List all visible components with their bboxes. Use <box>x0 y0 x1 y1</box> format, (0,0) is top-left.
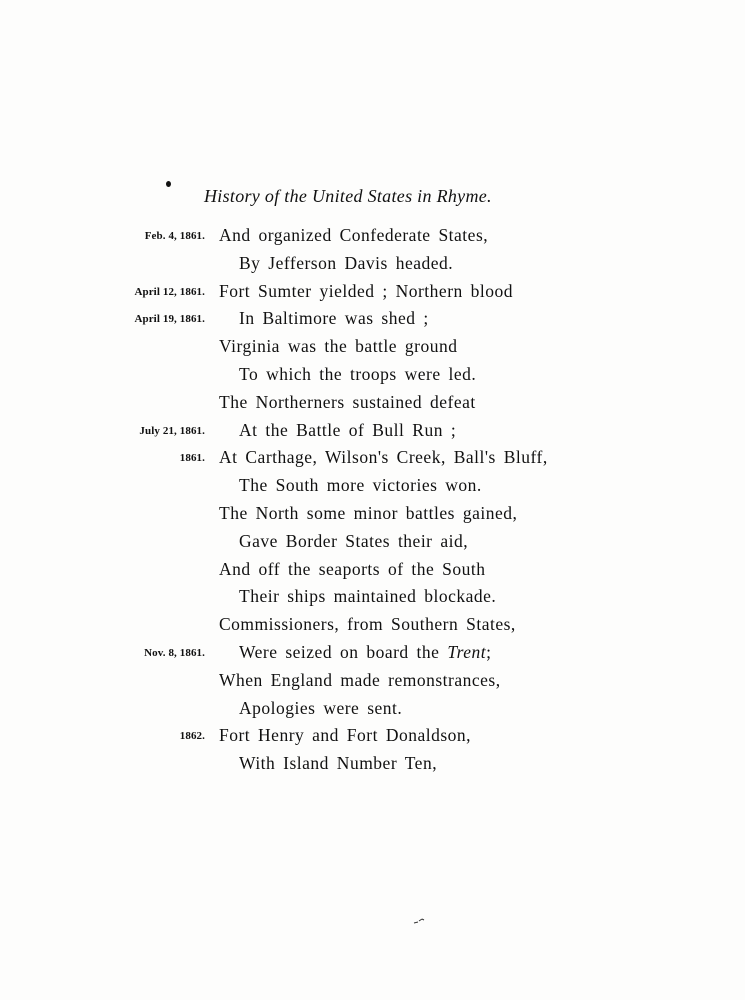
verse-line <box>0 418 745 446</box>
verse-line <box>0 473 745 501</box>
verse-text <box>219 503 517 524</box>
verse-text <box>239 475 482 496</box>
verse-line <box>0 751 745 779</box>
verse-line <box>0 445 745 473</box>
verse-text-main: Fort Henry and Fort Donaldson, <box>219 725 472 746</box>
verse-text-main: With Island Number Ten, <box>239 753 438 774</box>
verse-text-main: Their ships maintained blockade. <box>239 586 497 607</box>
verse-text <box>219 392 476 413</box>
verse-text <box>239 642 492 663</box>
verse-text-main: The Northerners sustained defeat <box>219 391 476 412</box>
verse-text <box>239 420 456 441</box>
verse-block <box>0 223 745 779</box>
ship-name: Trent <box>447 641 487 662</box>
verse-line <box>0 362 745 390</box>
verse-line <box>0 723 745 751</box>
verse-text <box>219 225 488 246</box>
verse-text-main: Fort Sumter yielded ; Northern blood <box>219 280 514 301</box>
margin-date: 1862. <box>179 730 205 743</box>
verse-text-main: Were seized on board the <box>239 641 440 662</box>
verse-text-main: In Baltimore was shed ; <box>239 308 429 329</box>
verse-text <box>239 531 468 552</box>
verse-text <box>219 336 458 357</box>
verse-line <box>0 584 745 612</box>
verse-text <box>239 308 429 329</box>
verse-text <box>219 614 516 635</box>
margin-date: Nov. 8, 1861. <box>144 646 205 659</box>
margin-date: April 12, 1861. <box>134 285 205 298</box>
verse-punctuation: ; <box>486 641 492 662</box>
margin-date: Feb. 4, 1861. <box>144 230 205 242</box>
verse-line <box>0 640 745 668</box>
verse-line <box>0 306 745 334</box>
verse-text <box>239 698 402 719</box>
verse-text-main: And organized Confederate States, <box>219 225 489 245</box>
margin-date: July 21, 1861. <box>139 424 205 437</box>
verse-text <box>239 364 476 385</box>
verse-line <box>0 668 745 696</box>
verse-line <box>0 696 745 724</box>
verse-text-main: Commissioners, from Southern States, <box>219 614 516 635</box>
verse-text <box>219 725 471 746</box>
verse-text-main: At Carthage, Wilson's Creek, Ball's Bluff, <box>219 447 548 468</box>
verse-text <box>239 586 496 607</box>
verse-text <box>219 559 486 580</box>
verse-text <box>239 753 437 774</box>
verse-line <box>0 279 745 307</box>
verse-text-main: At the Battle of Bull Run ; <box>239 419 457 440</box>
verse-text <box>219 447 548 468</box>
verse-text-main: Gave Border States their aid, <box>239 530 469 551</box>
verse-text-main: To which the troops were led. <box>239 363 477 384</box>
verse-text-main: The North some minor battles gained, <box>219 502 518 523</box>
verse-text-main: And off the seaports of the South <box>219 558 486 579</box>
verse-text-main: By Jefferson Davis headed. <box>239 252 454 273</box>
verse-line <box>0 557 745 585</box>
verse-line <box>0 390 745 418</box>
verse-line <box>0 223 745 251</box>
verse-line <box>0 251 745 279</box>
verse-line <box>0 334 745 362</box>
verse-line <box>0 529 745 557</box>
ornament-dot <box>166 181 171 187</box>
margin-date: 1861. <box>179 452 205 465</box>
verse-line <box>0 612 745 640</box>
verse-text <box>239 253 453 274</box>
verse-text-main: Virginia was the battle ground <box>219 336 458 357</box>
verse-text-main: The South more victories won. <box>239 475 482 496</box>
verse-text <box>219 281 513 302</box>
margin-date: April 19, 1861. <box>134 313 205 326</box>
verse-text-main: When England made remonstrances, <box>219 669 501 690</box>
stray-ink-mark <box>413 917 425 925</box>
verse-line <box>0 501 745 529</box>
verse-text <box>219 670 501 691</box>
verse-text-main: Apologies were sent. <box>239 697 403 718</box>
running-title: History of the United States in Rhyme. <box>204 186 492 206</box>
